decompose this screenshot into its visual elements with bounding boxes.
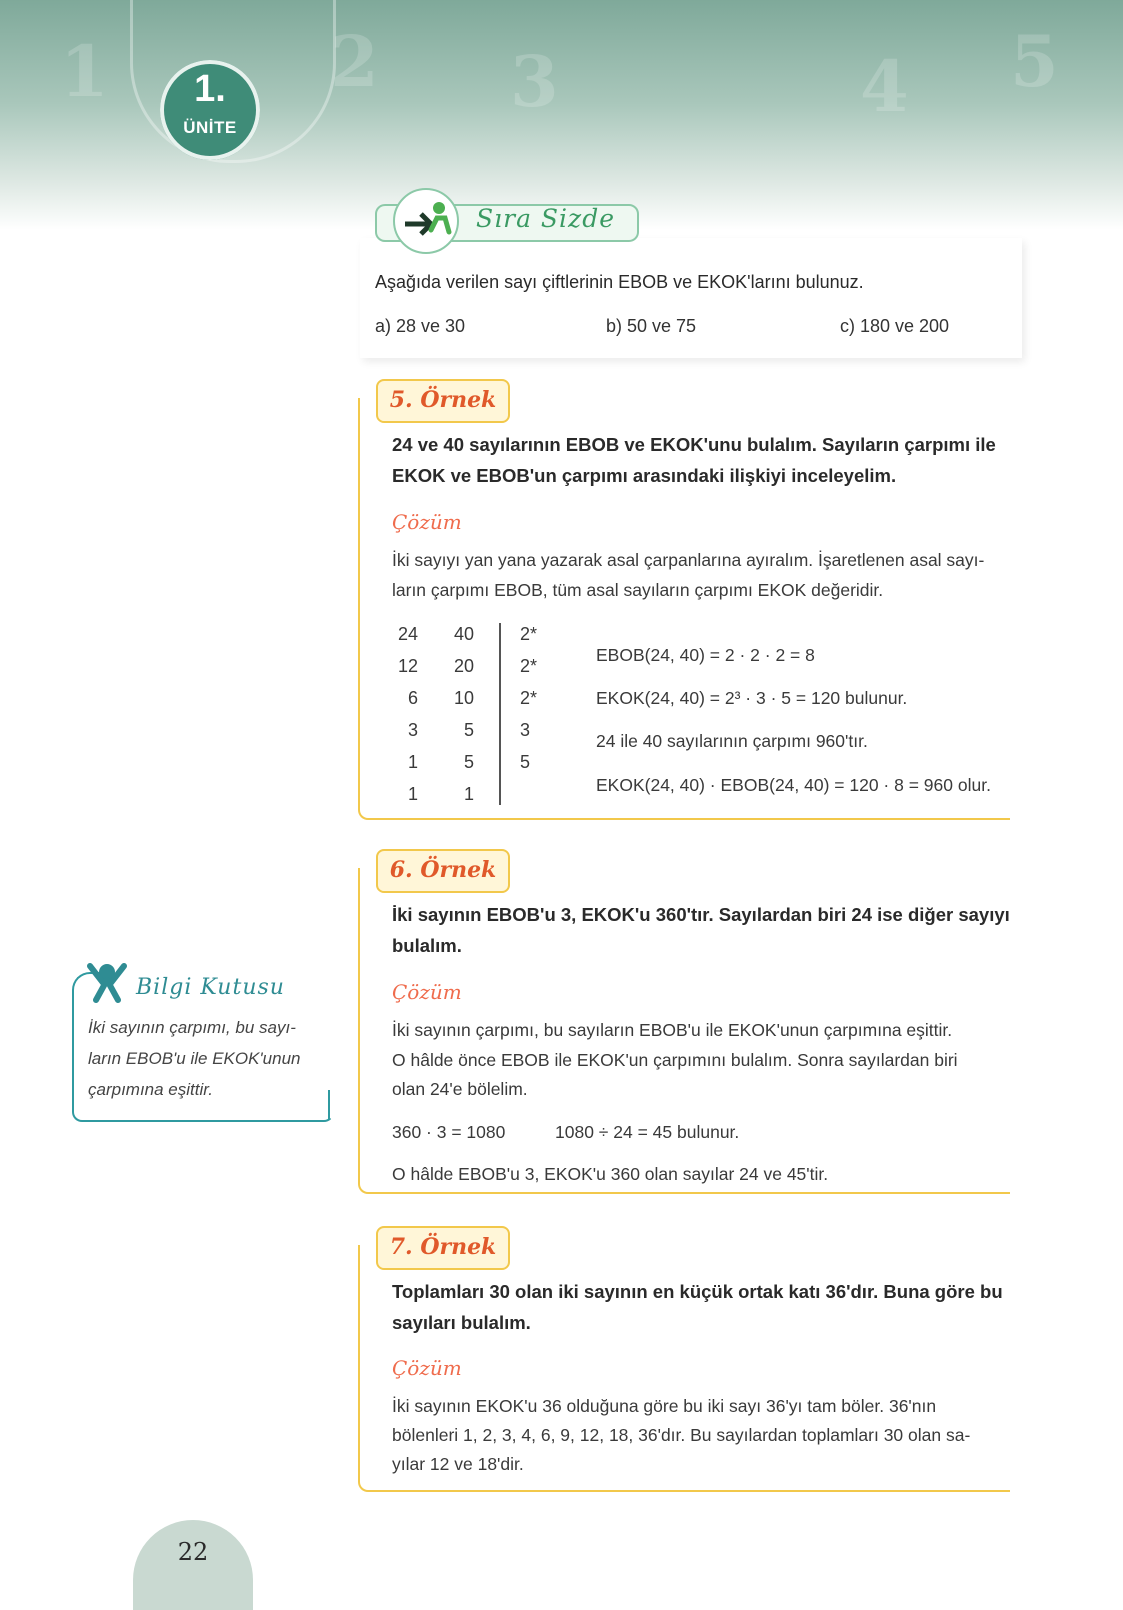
example6-solution-line2: O hâlde önce EBOB ile EKOK'un çarpımını bulalım. Sonra sayılardan biri bbox=[392, 1050, 958, 1070]
bilgi-kutusu-line: çarpımına eşittir. bbox=[88, 1080, 214, 1099]
table-factor: 2* bbox=[520, 688, 538, 708]
decorative-digit: 2 bbox=[330, 20, 379, 103]
example6-conclusion: O hâlde EBOB'u 3, EKOK'u 360 olan sayılar 24 ve 45'tir. bbox=[392, 1164, 829, 1184]
decorative-digit: 1 bbox=[60, 30, 109, 113]
example5-cozum-heading: Çözüm bbox=[392, 510, 462, 534]
sira-sizde-item-c: c) 180 ve 200 bbox=[840, 316, 950, 336]
table-factor: 2* bbox=[520, 656, 538, 676]
example6-label: 6. Örnek bbox=[389, 857, 497, 883]
sira-sizde-panel bbox=[360, 238, 1022, 358]
table-factor: 3 bbox=[520, 720, 531, 740]
table-factor: 5 bbox=[520, 752, 531, 772]
table-cell-a: 3 bbox=[407, 720, 418, 740]
example6-solution-line1: İki sayının çarpımı, bu sayıların EBOB'u ile EKOK'unun çarpımına eşittir. bbox=[392, 1020, 953, 1040]
example7-question-line2: sayıları bulalım. bbox=[392, 1312, 531, 1333]
example6-question-line2: bulalım. bbox=[392, 935, 462, 956]
arrow-person-icon bbox=[395, 190, 457, 252]
bilgi-kutusu-title: Bilgi Kutusu bbox=[136, 975, 285, 1000]
example6-label-box bbox=[376, 849, 510, 893]
bilgi-kutusu-line: ların EBOB'u ile EKOK'unun bbox=[88, 1049, 301, 1068]
sira-sizde-item-a: a) 28 ve 30 bbox=[375, 316, 466, 336]
table-cell-a: 24 bbox=[397, 624, 418, 644]
table-cell-a: 1 bbox=[407, 784, 418, 804]
equation-product: 24 ile 40 sayılarının çarpımı 960'tır. bbox=[596, 731, 868, 751]
bilgi-kutusu-edge bbox=[328, 1090, 330, 1120]
table-cell-a: 12 bbox=[397, 656, 418, 676]
unit-badge bbox=[160, 60, 260, 160]
equation-ekok: EKOK(24, 40) = 2³ · 3 · 5 = 120 bulunur. bbox=[596, 688, 908, 708]
bilgi-kutusu-line: İki sayının çarpımı, bu sayı- bbox=[88, 1018, 296, 1037]
table-cell-b: 1 bbox=[463, 784, 474, 804]
bilgi-kutusu-text bbox=[88, 1012, 323, 1105]
equation-ebob: EBOB(24, 40) = 2 · 2 · 2 = 8 bbox=[596, 645, 815, 665]
equation-relation: EKOK(24, 40) · EBOB(24, 40) = 120 · 8 = 960 olur. bbox=[596, 775, 991, 795]
example6-solution-line3: olan 24'e bölelim. bbox=[392, 1079, 528, 1099]
decorative-digit: 3 bbox=[510, 40, 559, 123]
page-number: 22 bbox=[177, 1538, 209, 1566]
example7-label-box bbox=[376, 1226, 510, 1270]
unit-number: 1. bbox=[194, 68, 226, 110]
sira-sizde-title: Sıra Sizde bbox=[476, 204, 616, 233]
example5-solution-line1: İki sayıyı yan yana yazarak asal çarpanlarına ayıralım. İşaretlenen asal sayı- bbox=[392, 550, 985, 570]
table-cell-b: 10 bbox=[453, 688, 474, 708]
table-divider bbox=[499, 623, 501, 805]
example7-solution-line3: yılar 12 ve 18'dir. bbox=[392, 1454, 524, 1474]
table-cell-a: 6 bbox=[407, 688, 418, 708]
example6-calc-1: 360 · 3 = 1080 bbox=[392, 1122, 506, 1142]
table-cell-b: 5 bbox=[463, 720, 474, 740]
table-cell-b: 20 bbox=[453, 656, 474, 676]
table-cell-b: 5 bbox=[463, 752, 474, 772]
example7-question-line1: Toplamları 30 olan iki sayının en küçük ortak katı 36'dır. Buna göre bu bbox=[392, 1281, 1003, 1302]
example5-solution-line2: ların çarpımı EBOB, tüm asal sayıların çarpımı EKOK değeridir. bbox=[392, 580, 884, 600]
table-cell-b: 40 bbox=[453, 624, 474, 644]
example6-cozum-heading: Çözüm bbox=[392, 980, 462, 1004]
example7-label: 7. Örnek bbox=[389, 1234, 497, 1260]
info-person-icon bbox=[82, 960, 132, 1004]
decorative-digit: 5 bbox=[1010, 20, 1059, 103]
table-factor: 2* bbox=[520, 624, 538, 644]
example6-calc-2: 1080 ÷ 24 = 45 bulunur. bbox=[555, 1122, 740, 1142]
sira-sizde-item-b: b) 50 ve 75 bbox=[606, 316, 697, 336]
example5-question-line2: EKOK ve EBOB'un çarpımı arasındaki ilişkiyi inceleyelim. bbox=[392, 465, 897, 486]
unit-word: ÜNİTE bbox=[183, 118, 237, 137]
sira-sizde-question: Aşağıda verilen sayı çiftlerinin EBOB ve EKOK'larını bulunuz. bbox=[375, 272, 864, 292]
example7-cozum-heading: Çözüm bbox=[392, 1356, 462, 1380]
example5-label-box bbox=[376, 379, 510, 423]
example6-question-line1: İki sayının EBOB'u 3, EKOK'u 360'tır. Sayılardan biri 24 ise diğer sayıyı bbox=[392, 904, 1010, 925]
example7-solution-line1: İki sayının EKOK'u 36 olduğuna göre bu iki sayı 36'yı tam böler. 36'nın bbox=[392, 1396, 937, 1416]
example5-label: 5. Örnek bbox=[389, 387, 497, 413]
example7-solution-line2: bölenleri 1, 2, 3, 4, 6, 9, 12, 18, 36'dır. Bu sayılardan toplamları 30 olan sa- bbox=[392, 1425, 971, 1445]
decorative-digit: 4 bbox=[860, 45, 909, 128]
table-cell-a: 1 bbox=[407, 752, 418, 772]
sira-sizde-icon bbox=[393, 188, 459, 254]
example5-question-line1: 24 ve 40 sayılarının EBOB ve EKOK'unu bulalım. Sayıların çarpımı ile bbox=[392, 434, 996, 455]
